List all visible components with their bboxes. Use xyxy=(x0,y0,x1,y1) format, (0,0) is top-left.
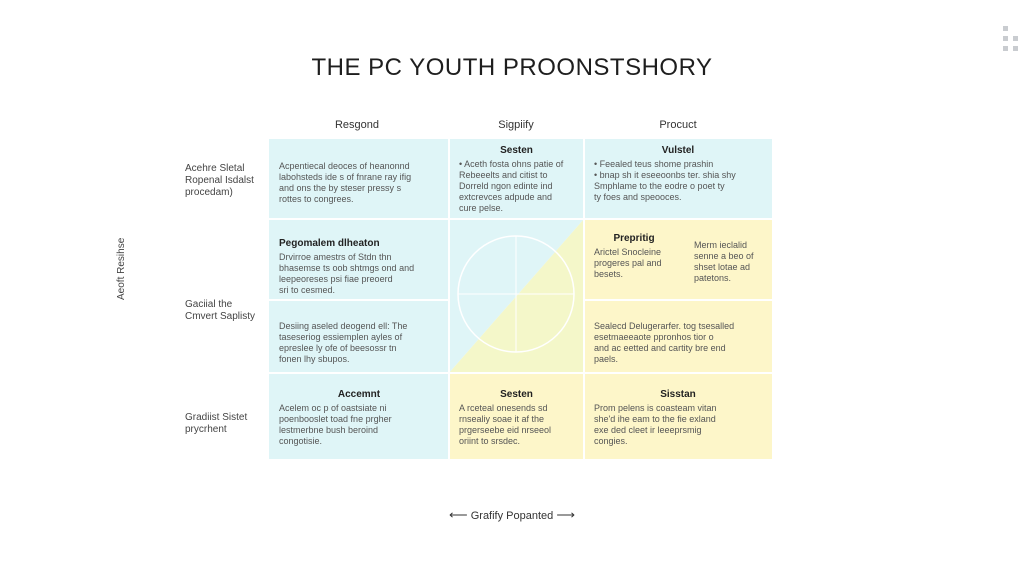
matrix-grid xyxy=(269,139,772,459)
cell-r1c3 xyxy=(584,139,772,219)
cell-text: Sealecd Delugerarfer. tog tsesalled esetmaeeaote ppronhos tior o and ac eetted and cartity bre end paels. xyxy=(594,321,735,364)
cell-text: Drvirroe amestrs of Stdn thn bhasemse ts oob shtmgs ond and leepeoreses psi fiae preoerd sri to cesmed. xyxy=(279,252,415,295)
cell-title: Sesten xyxy=(500,145,533,156)
cell-text: Prom pelens is coasteam vitan she'd ihe eam to the fie exland exe ded cleet ir leeeprsmig congies. xyxy=(594,403,717,446)
cell-title: Pegomalem dlheaton xyxy=(279,238,380,249)
vertical-axis-label: Aeoft Resihse xyxy=(116,237,127,300)
cell-r2c3b xyxy=(684,234,772,304)
arrow-left-icon: ⟵ xyxy=(449,507,468,522)
cell-text: • Feealed teus shome prashin • bnap sh it eseeoonbs ter. shia shy Smphlame to the eodre o poet ty ty foes and speooces. xyxy=(594,159,736,202)
cell-r4c2 xyxy=(449,383,584,459)
cell-r2c3a xyxy=(584,227,684,297)
column-header-1: Resgond xyxy=(334,119,380,131)
cell-r1c1 xyxy=(269,139,449,219)
bottom-axis xyxy=(0,507,1024,523)
cell-r1c2 xyxy=(449,139,584,219)
cell-text: Arictel Snocleine progeres pal and besets. xyxy=(594,247,662,279)
cell-title: Vulstel xyxy=(661,145,695,156)
cell-title: Sisstan xyxy=(660,389,696,400)
row-label-4: Gradiist Sistet prycrhent xyxy=(185,412,248,435)
center-diagonal-graphic xyxy=(449,219,584,373)
column-header-2: Sigpiify xyxy=(498,119,534,131)
cell-r4c1 xyxy=(269,383,449,459)
bottom-axis-label: Grafify Popanted xyxy=(470,510,554,522)
cell-text: Acpentiecal deoces of heanonnd labohsteds ide s of fnrane ray ifig and ons the by steser pressy s rottes to congrees. xyxy=(279,161,412,204)
cell-text: Acelem oc p of oastsiate ni poenbooslet toad fne prgher lestmerbne bush beroind congotisie. xyxy=(279,403,392,446)
row-label-1: Acehre Sletal Ropenal Isdalst procedam) xyxy=(185,163,254,198)
page-title: THE PC YOUTH PROONSTSHORY xyxy=(311,54,713,81)
row-label-3: Gaciial the Cmvert Saplisty xyxy=(185,299,256,322)
grid-dots-icon xyxy=(1003,26,1023,54)
cell-text: A rceteal onesends sd rnsealiy soae it af the prgerseebe eid nrseeol oriint to srsdec. xyxy=(459,403,552,446)
cell-title: Prepritig xyxy=(613,233,655,244)
cell-title: Sesten xyxy=(500,389,533,400)
arrow-right-icon: ⟶ xyxy=(556,507,575,522)
cell-r3c3 xyxy=(584,315,772,373)
cell-r2c1 xyxy=(269,232,449,302)
cell-text: • Aceth fosta ohns patie of Rebeeelts and citist to Dorreld ngon edinte ind extcrevces adpude and cure pelse. xyxy=(459,159,564,213)
column-header-3: Procuct xyxy=(659,119,697,131)
cell-r3c1 xyxy=(269,315,449,373)
cell-title: Accemnt xyxy=(337,389,381,400)
cell-text: Desiing aseled deogend ell: The taseseriog essiemplen ayles of epreslee ly ofe of beesossr tn fonen lhy sbupos. xyxy=(279,321,408,364)
cell-text: Merm ieclalid senne a beo of shset lotae ad patetons. xyxy=(694,240,754,283)
cell-r4c3 xyxy=(584,383,772,459)
